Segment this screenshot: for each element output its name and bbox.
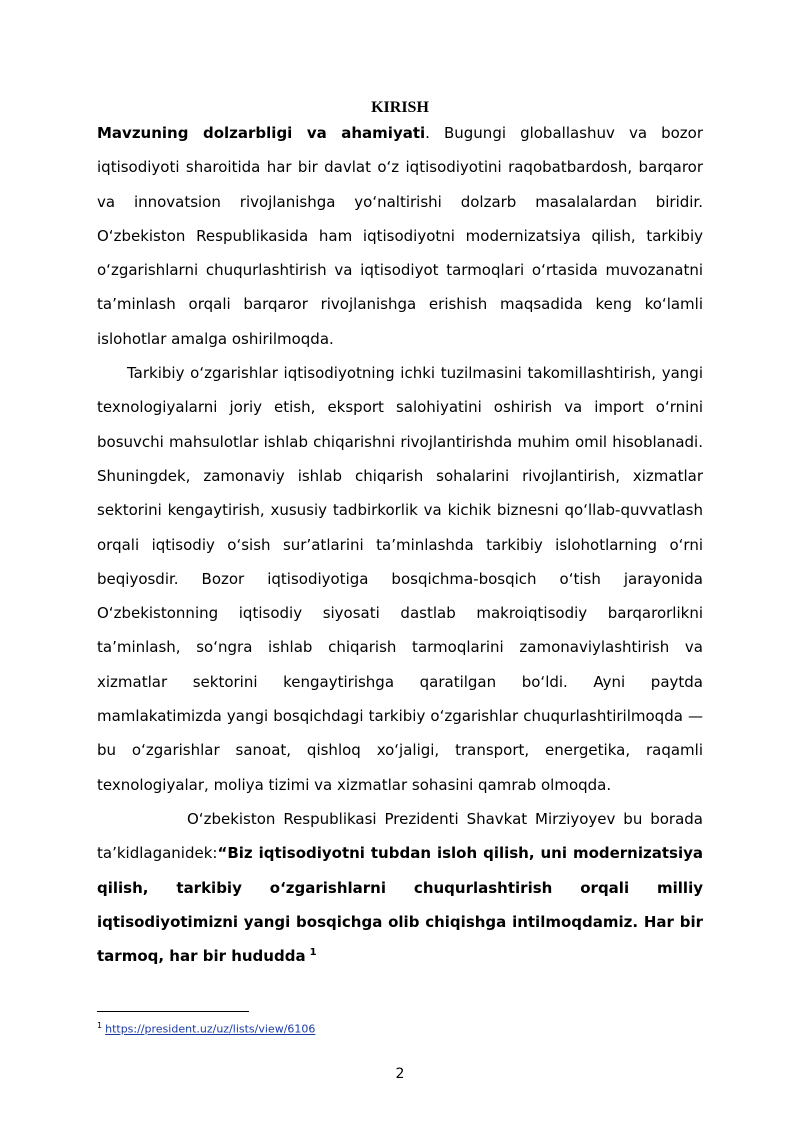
footnote-separator	[97, 1011, 249, 1012]
structural-changes-text: Tarkibiy o‘zgarishlar iqtisodiyotning ichki tuzilmasini takomillashtirish, yangi texnologiyalarni joriy etish, eksport salohiyatini oshirish va import o‘rnini bosuvchi mahsulotlar ishlab chiqarishni rivojlantirishda muhim omil hisoblanadi. Shuningdek, zamonaviy ishlab chiqarish sohalarini rivojlantirish, xizmatlar sektorini kengaytirish, xususiy tadbirkorlik va kichik biznesni qo‘llab-quvvatlash orqali iqtisodiy o‘sish sur’atlarini ta’minlashda tarkibiy islohotlarning o‘rni beqiyosdir. Bozor iqtisodiyotiga bosqichma-bosqich o‘tish jarayonida O‘zbekistonning iqtisodiy siyosati dastlab makroiqtisodiy barqarorlikni ta’minlash, so‘ngra ishlab chiqarish tarmoqlarini zamonaviylashtirish va xizmatlar sektorini kengaytirishga qaratilgan bo‘ldi. Ayni paytda mamlakatimizda yangi bosqichdagi tarkibiy o‘zgarishlar chuqurlashtirilmoqda — bu o‘zgarishlar sanoat, qishloq xo‘jaligi, transport, energetika, raqamli texnologiyalar, moliya tizimi va xizmatlar sohasini qamrab olmoqda.	[97, 364, 703, 794]
footnote	[97, 1019, 315, 1037]
footnote-number: 1	[97, 1021, 103, 1030]
footnote-reference[interactable]: 1	[309, 947, 317, 959]
paragraph-structural-changes	[97, 356, 703, 802]
quote-intro-text: O‘zbekiston Respublikasi Prezidenti Shavkat Mirziyoyev bu borada ta’kidlaganidek:	[97, 809, 703, 863]
paragraph-relevance	[97, 116, 703, 356]
document-body	[97, 116, 703, 973]
quote-text: “Biz iqtisodiyotni tubdan isloh qilish, uni modernizatsiya qilish, tarkibiy o‘zgarishlarni chuqurlashtirish orqali milliy iqtisodiyotimizni yangi bosqichga olib chiqishga intilmoqdamiz. Har bir tarmoq, har bir hududda	[97, 844, 703, 966]
paragraph-president-quote	[97, 802, 703, 973]
page-number: 2	[395, 1066, 405, 1082]
relevance-text: . Bugungi globallashuv va bozor iqtisodiyoti sharoitida har bir davlat o‘z iqtisodiyotini raqobatbardosh, barqaror va innovatsion rivojlanishga yo‘naltirishi dolzarb masalalardan biridir. O‘zbekiston Respublikasida ham iqtisodiyotni modernizatsiya qilish, tarkibiy o‘zgarishlarni chuqurlashtirish va iqtisodiyot tarmoqlari o‘rtasida muvozanatni ta’minlash orqali barqaror rivojlanishga erishish maqsadida keng ko‘lamli islohotlar amalga oshirilmoqda.	[97, 124, 703, 348]
footnote-link[interactable]: https://president.uz/uz/lists/view/6106	[105, 1022, 316, 1036]
relevance-heading: Mavzuning dolzarbligi va ahamiyati	[97, 124, 426, 142]
document-title: KIRISH	[371, 99, 429, 116]
